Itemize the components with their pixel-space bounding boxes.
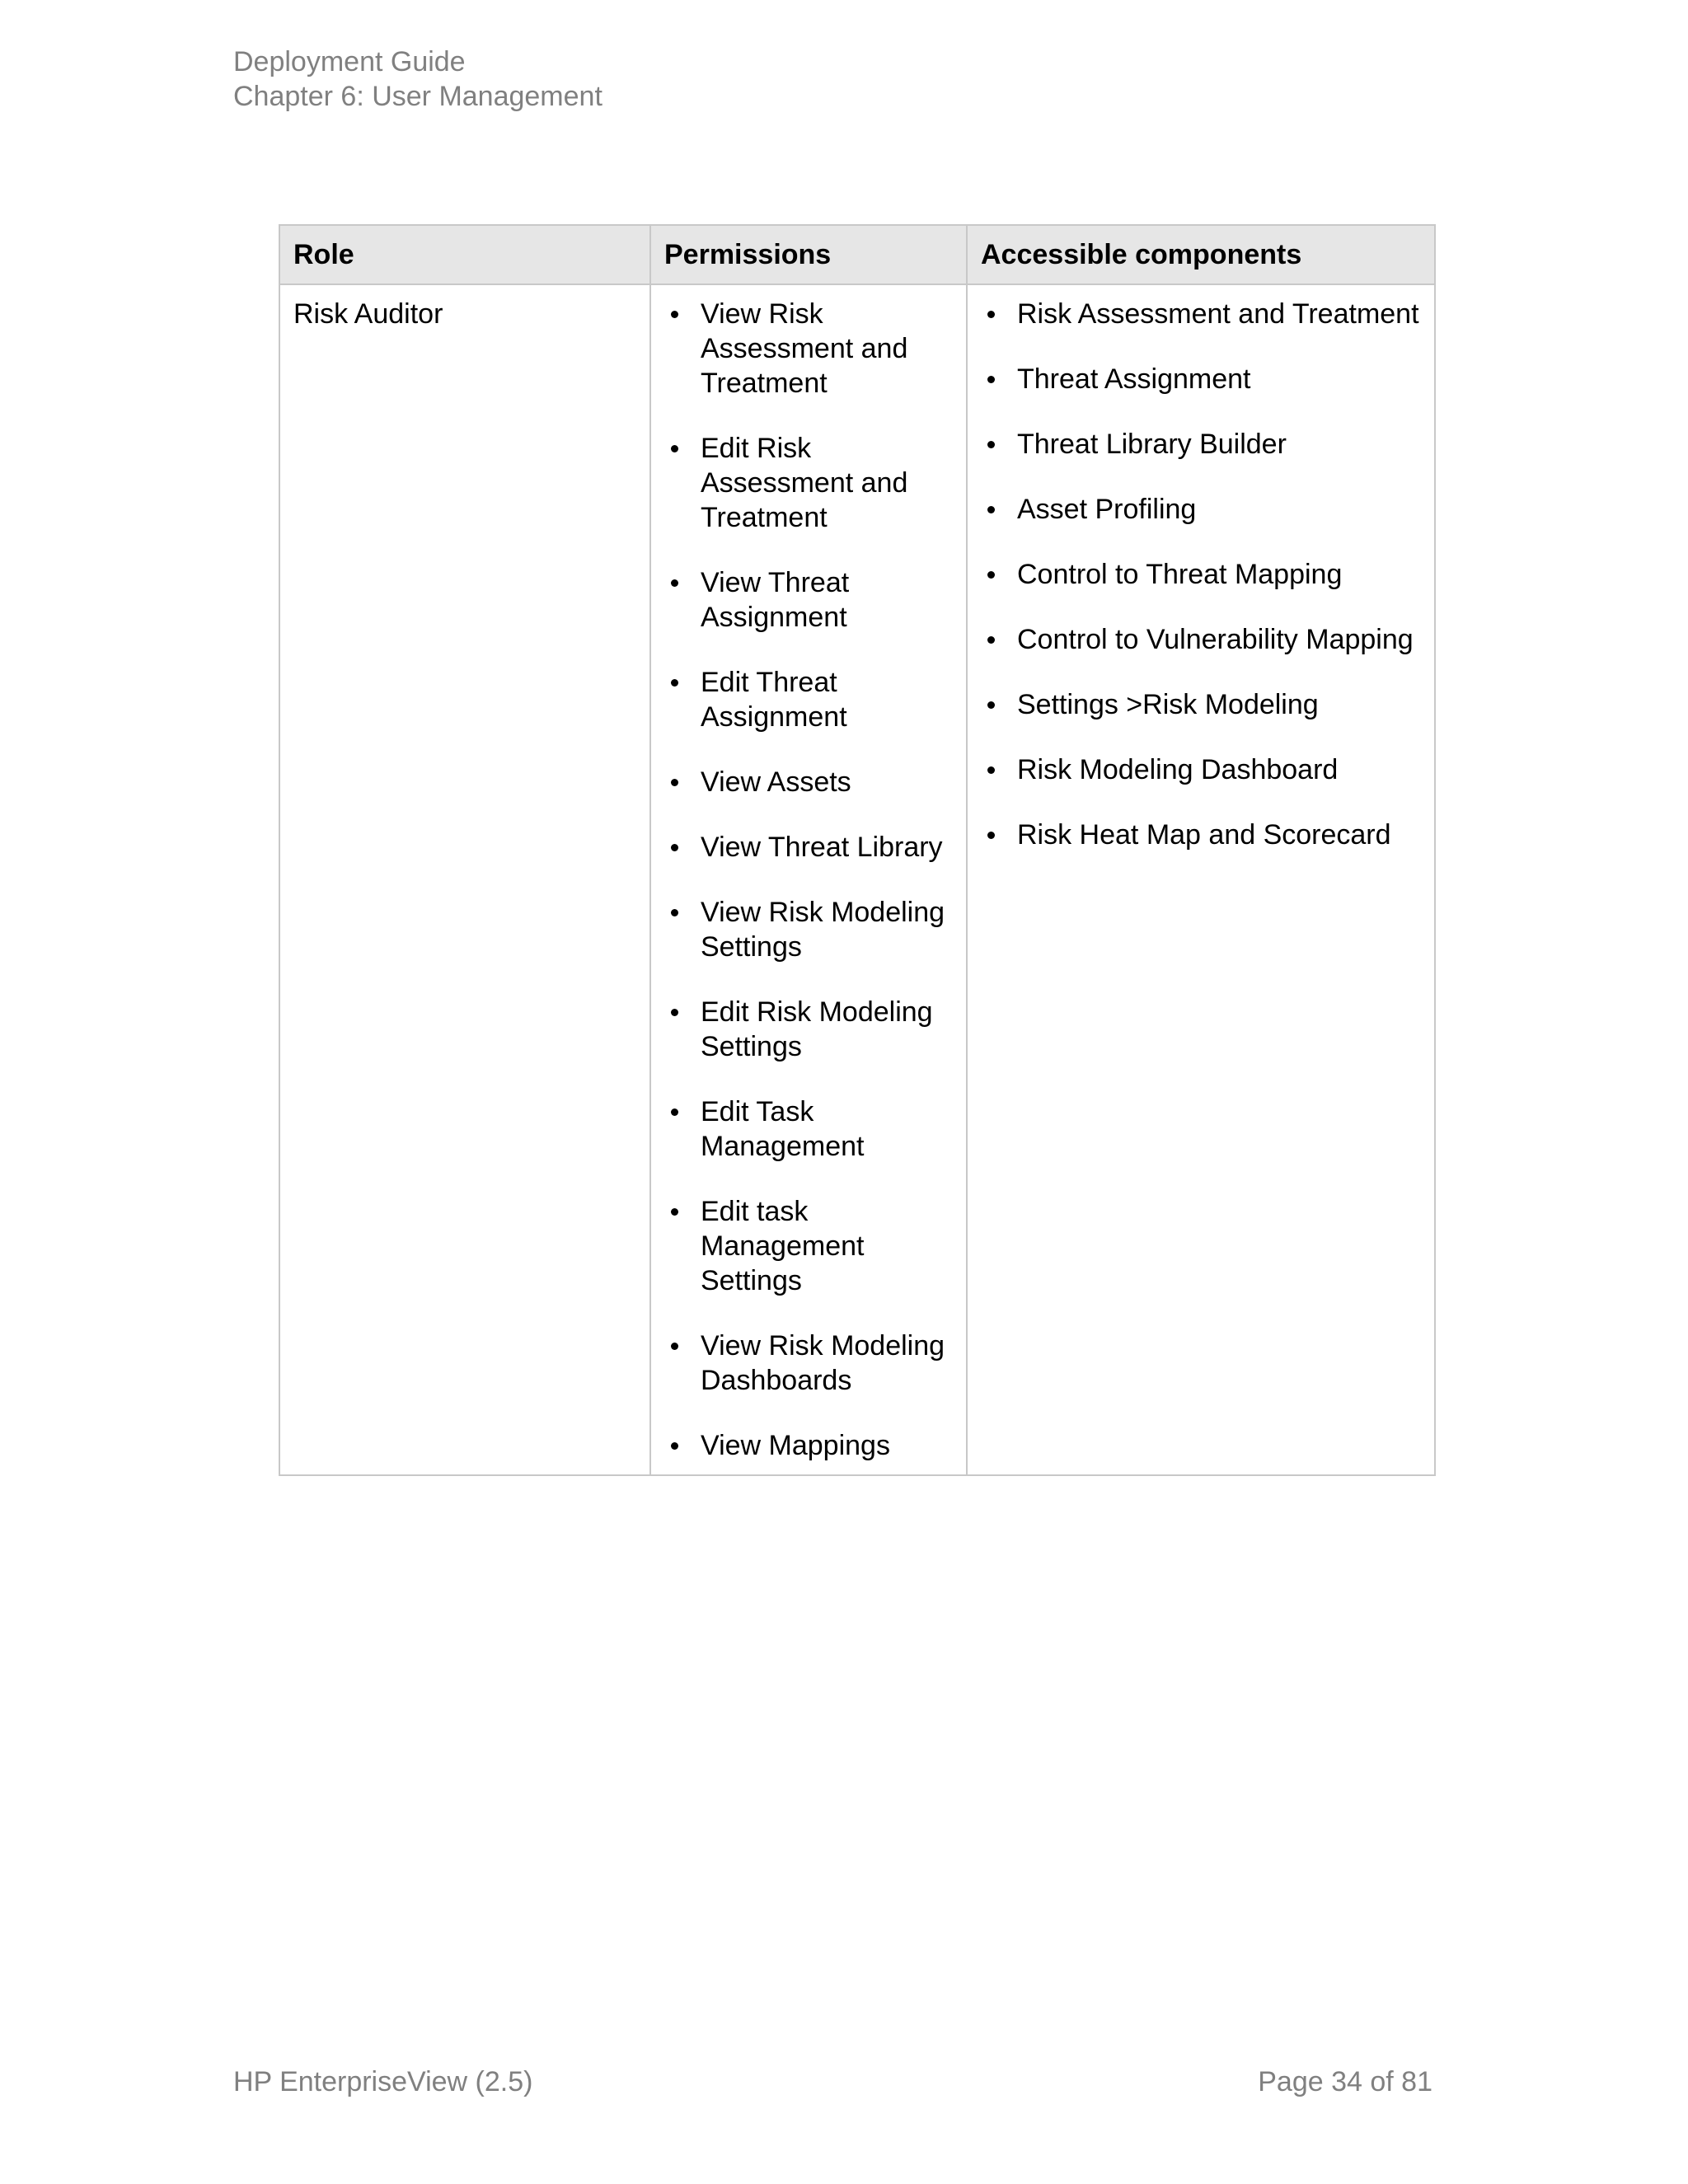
bullet-icon: [987, 832, 995, 839]
list-item: [981, 557, 1421, 592]
list-item-text: Threat Library Builder: [1017, 429, 1287, 460]
list-item: [981, 687, 1421, 722]
list-item-text: Risk Modeling Dashboard: [1017, 754, 1339, 785]
bullet-icon: [671, 679, 678, 687]
list-item-text: Settings >Risk Modeling: [1017, 689, 1319, 720]
list-item-text: Edit Threat Assignment: [701, 667, 847, 733]
list-item: [664, 565, 953, 635]
bullet-icon: [671, 311, 678, 318]
footer-product: HP EnterpriseView (2.5): [233, 2066, 533, 2097]
bullet-icon: [671, 445, 678, 452]
components-cell: [967, 284, 1435, 1475]
list-item: [664, 1094, 953, 1164]
list-item-text: View Mappings: [701, 1430, 890, 1461]
list-item: [981, 818, 1421, 852]
bullet-icon: [671, 1343, 678, 1350]
list-item-text: View Risk Modeling Dashboards: [701, 1330, 945, 1396]
list-item-text: Control to Threat Mapping: [1017, 559, 1343, 590]
list-item: [981, 427, 1421, 462]
list-item-text: View Risk Assessment and Treatment: [701, 298, 908, 399]
bullet-icon: [671, 1442, 678, 1450]
bullet-icon: [987, 571, 995, 579]
column-header-role: Role: [279, 225, 650, 284]
bullet-icon: [987, 766, 995, 774]
table-header-row: [279, 225, 1435, 284]
list-item: [981, 752, 1421, 787]
list-item: [981, 362, 1421, 396]
list-item: [664, 1329, 953, 1398]
footer-page-number: Page 34 of 81: [1258, 2066, 1432, 2097]
bullet-icon: [987, 506, 995, 513]
list-item-text: View Assets: [701, 766, 851, 798]
list-item-text: Edit Risk Assessment and Treatment: [701, 433, 908, 533]
bullet-icon: [671, 909, 678, 916]
list-item: [664, 431, 953, 535]
list-item: [664, 830, 953, 865]
bullet-icon: [987, 441, 995, 448]
list-item-text: View Threat Library: [701, 832, 943, 863]
list-item-text: Control to Vulnerability Mapping: [1017, 624, 1414, 655]
list-item-text: Risk Heat Map and Scorecard: [1017, 819, 1391, 851]
role-cell: Risk Auditor: [279, 284, 650, 1475]
list-item: [664, 895, 953, 964]
chapter-title: Chapter 6: User Management: [233, 81, 603, 112]
bullet-icon: [671, 844, 678, 851]
bullet-icon: [987, 636, 995, 644]
list-item: [981, 297, 1421, 331]
list-item-text: View Threat Assignment: [701, 567, 850, 633]
document-title: Deployment Guide: [233, 46, 466, 77]
list-item: [664, 1194, 953, 1298]
list-item-text: Threat Assignment: [1017, 363, 1251, 395]
bullet-icon: [671, 1009, 678, 1016]
permissions-list: [664, 297, 953, 1463]
list-item-text: Risk Assessment and Treatment: [1017, 298, 1419, 330]
list-item: [981, 492, 1421, 527]
list-item: [664, 765, 953, 799]
list-item-text: Edit Risk Modeling Settings: [701, 996, 933, 1062]
list-item: [664, 1428, 953, 1463]
bullet-icon: [671, 1208, 678, 1216]
list-item: [664, 665, 953, 734]
bullet-icon: [671, 1108, 678, 1116]
table-row: [279, 284, 1435, 1475]
column-header-accessible-components: Accessible components: [967, 225, 1435, 284]
bullet-icon: [987, 376, 995, 383]
running-header: [233, 45, 603, 114]
list-item: [664, 995, 953, 1064]
list-item-text: Edit task Management Settings: [701, 1196, 865, 1296]
list-item-text: View Risk Modeling Settings: [701, 897, 945, 963]
bullet-icon: [671, 579, 678, 587]
list-item: [981, 622, 1421, 657]
bullet-icon: [987, 311, 995, 318]
list-item-text: Edit Task Management: [701, 1096, 865, 1162]
list-item-text: Asset Profiling: [1017, 494, 1197, 525]
bullet-icon: [987, 701, 995, 709]
bullet-icon: [671, 779, 678, 786]
components-list: [981, 297, 1421, 852]
list-item: [664, 297, 953, 401]
permissions-cell: [650, 284, 967, 1475]
roles-permissions-table: [279, 224, 1436, 1476]
column-header-permissions: Permissions: [650, 225, 967, 284]
